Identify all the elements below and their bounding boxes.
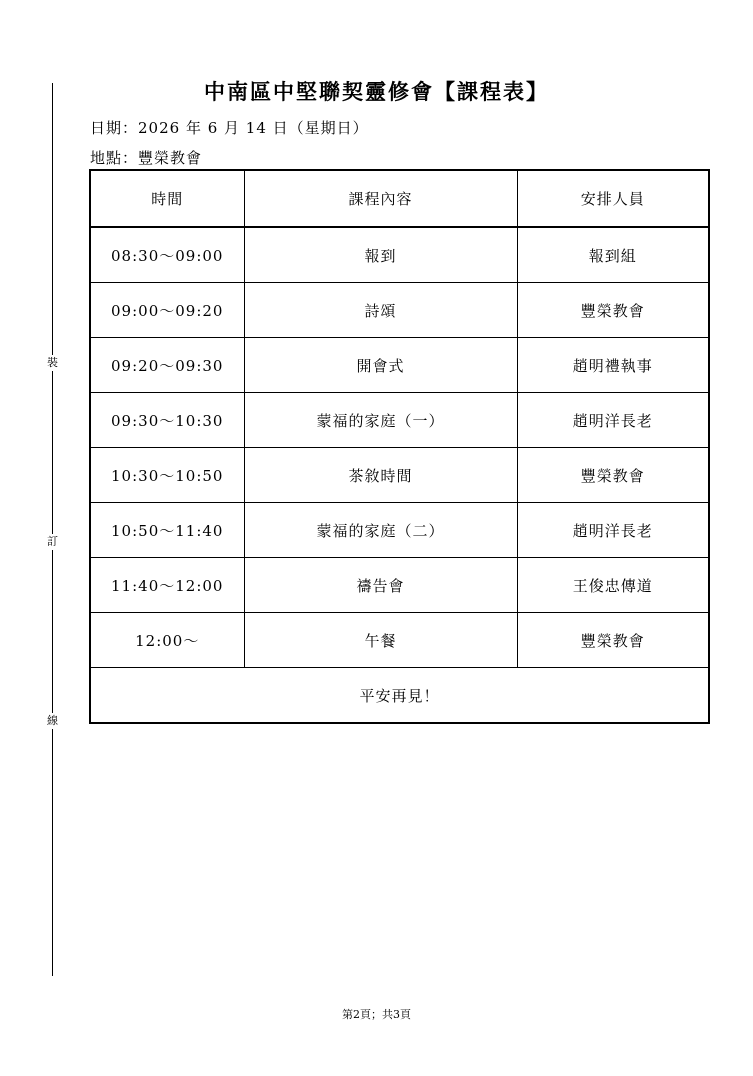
page-footer: 第2頁；共3頁 — [342, 1008, 411, 1021]
table-row — [90, 448, 709, 503]
binding-mark: 訂 — [47, 535, 58, 548]
table-row — [90, 338, 709, 393]
header-person: 安排人員 — [517, 170, 709, 227]
person-cell: 趙明禮執事 — [517, 338, 709, 393]
person-cell: 趙明洋長老 — [517, 503, 709, 558]
table-row — [90, 503, 709, 558]
content-cell: 蒙福的家庭（一） — [244, 393, 517, 448]
time-cell: 10:30～10:50 — [90, 448, 244, 503]
content-cell: 午餐 — [244, 613, 517, 668]
farewell-row — [90, 668, 709, 724]
content-cell: 開會式 — [244, 338, 517, 393]
time-cell: 09:30～10:30 — [90, 393, 244, 448]
time-cell: 08:30～09:00 — [90, 227, 244, 283]
time-cell: 12:00～ — [90, 613, 244, 668]
person-cell: 豐榮教會 — [517, 448, 709, 503]
content-cell: 茶敘時間 — [244, 448, 517, 503]
table-row — [90, 613, 709, 668]
person-cell: 王俊忠傳道 — [517, 558, 709, 613]
person-cell: 趙明洋長老 — [517, 393, 709, 448]
page-title: 中南區中堅聯契靈修會【課程表】 — [204, 79, 549, 104]
schedule-table — [89, 169, 710, 724]
time-cell: 11:40～12:00 — [90, 558, 244, 613]
person-cell: 報到組 — [517, 227, 709, 283]
location-line: 地點：豐榮教會 — [90, 149, 203, 167]
time-cell: 10:50～11:40 — [90, 503, 244, 558]
person-cell: 豐榮教會 — [517, 283, 709, 338]
binding-mark: 裝 — [47, 356, 58, 369]
person-cell: 豐榮教會 — [517, 613, 709, 668]
time-cell: 09:00～09:20 — [90, 283, 244, 338]
binding-line — [52, 83, 53, 976]
header-time: 時間 — [90, 170, 244, 227]
binding-mark: 線 — [47, 714, 58, 727]
time-cell: 09:20～09:30 — [90, 338, 244, 393]
content-cell: 禱告會 — [244, 558, 517, 613]
farewell-text: 平安再見！ — [90, 668, 709, 724]
table-row — [90, 558, 709, 613]
content-cell: 蒙福的家庭（二） — [244, 503, 517, 558]
content-cell: 詩頌 — [244, 283, 517, 338]
table-row — [90, 283, 709, 338]
header-content: 課程內容 — [244, 170, 517, 227]
content-cell: 報到 — [244, 227, 517, 283]
date-line: 日期：2026 年 6 月 14 日（星期日） — [90, 119, 369, 137]
table-row — [90, 393, 709, 448]
table-header-row — [90, 170, 709, 227]
table-row — [90, 227, 709, 283]
